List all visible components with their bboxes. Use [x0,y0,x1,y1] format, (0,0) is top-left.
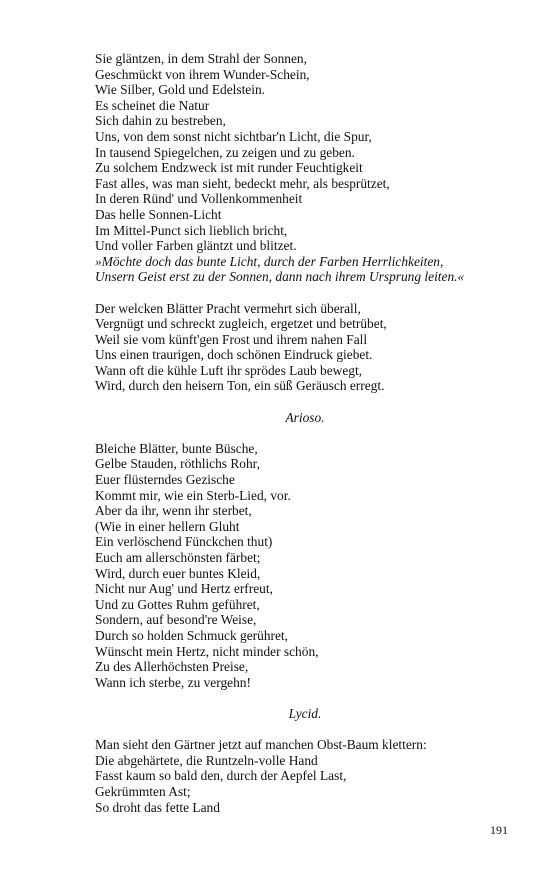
verse-line: Wird, durch euer buntes Kleid, [95,565,261,581]
verse-line: Und zu Gottes Ruhm geführet, [95,596,260,612]
section-heading-lycid: Lycid. [288,705,322,721]
verse-line: Wird, durch den heisern Ton, ein süß Geräusch erregt. [95,378,385,394]
verse-line: Wann ich sterbe, zu vergehn! [95,674,251,690]
verse-line: Sie gläntzen, in dem Strahl der Sonnen, [95,51,307,66]
stanza-gap [95,722,515,738]
verse-line: (Wie in einer hellern Gluht [95,518,240,534]
verse-line: Im Mittel-Punct sich lieblich bricht, [95,222,288,238]
verse-line: Der welcken Blätter Pracht vermehrt sich überall, [95,300,361,316]
stanza-gap [95,285,515,301]
verse-line: Nicht nur Aug' und Hertz erfreut, [95,581,273,597]
verse-line: In deren Ründ' und Vollenkommenheit [95,191,303,207]
verse-line: Durch so holden Schmuck gerühret, [95,627,289,643]
verse-line: Gelbe Stauden, röthlichs Rohr, [95,456,260,472]
verse-line: Zu des Allerhöchsten Preise, [95,659,249,675]
poem-page [95,51,515,815]
section-heading-arioso: Arioso. [285,409,325,425]
verse-line: Sich dahin zu bestreben, [95,113,226,129]
stanza-2 [95,301,515,395]
verse-line: Euch am allerschönsten färbet; [95,550,261,565]
verse-line: Man sieht den Gärtner jetzt auf manchen Obst-Baum klettern: [95,737,427,753]
verse-line: In tausend Spiegelchen, zu zeigen und zu geben. [95,144,355,160]
page-number: 191 [490,823,508,837]
verse-line: Gekrümmten Ast; [95,783,191,799]
verse-line: Euer flüsterndes Gezische [95,472,235,488]
verse-line: Und voller Farben gläntzt und blitzet. [95,238,297,254]
verse-line: Fast alles, was man sieht, bedeckt mehr, als besprützet, [95,175,390,191]
verse-line: Wann oft die kühle Luft ihr sprödes Laub bewegt, [95,362,363,378]
stanza-gap [95,425,515,441]
verse-line: Geschmückt von ihrem Wunder-Schein, [95,66,310,82]
verse-line: Wünscht mein Hertz, nicht minder schön, [95,643,319,659]
quote-line: Unsern Geist erst zu der Sonnen, dann nach ihrem Ursprung leiten.« [95,269,465,285]
verse-line: Wie Silber, Gold und Edelstein. [95,82,265,98]
lycid-stanza [95,737,515,815]
stanza-gap [95,394,515,410]
verse-line: Kommt mir, wie ein Sterb-Lied, vor. [95,487,291,503]
verse-line: Weil sie vom künft'gen Frost und ihrem nahen Fall [95,331,368,347]
stanza-gap [95,690,515,706]
verse-line: Aber da ihr, wenn ihr sterbet, [95,503,252,519]
verse-line: Es scheinet die Natur [95,97,210,113]
verse-line: Zu solchem Endzweck ist mit runder Feuchtigkeit [95,160,363,176]
verse-line: Vergnügt und schreckt zugleich, ergetzet und betrübet, [95,316,387,332]
verse-line: Uns, von dem sonst nicht sichtbar'n Licht, die Spur, [95,128,372,144]
arioso-stanza [95,441,515,691]
verse-line: Fasst kaum so bald den, durch der Aepfel Last, [95,768,347,784]
verse-line: Das helle Sonnen-Licht [95,206,222,222]
verse-line: Die abgehärtete, die Runtzeln-volle Hand [95,752,318,768]
quote-line: »Möchte doch das bunte Licht, durch der Farben Herrlichkeiten, [95,253,444,269]
verse-line: Uns einen traurigen, doch schönen Eindruck giebet. [95,347,373,363]
verse-line: Bleiche Blätter, bunte Büsche, [95,440,258,456]
verse-line: Sondern, auf besond're Weise, [95,612,257,628]
stanza-1 [95,51,515,285]
verse-line: So droht das fette Land [95,799,220,815]
verse-line: Ein verlöschend Fünckchen thut) [95,534,273,550]
